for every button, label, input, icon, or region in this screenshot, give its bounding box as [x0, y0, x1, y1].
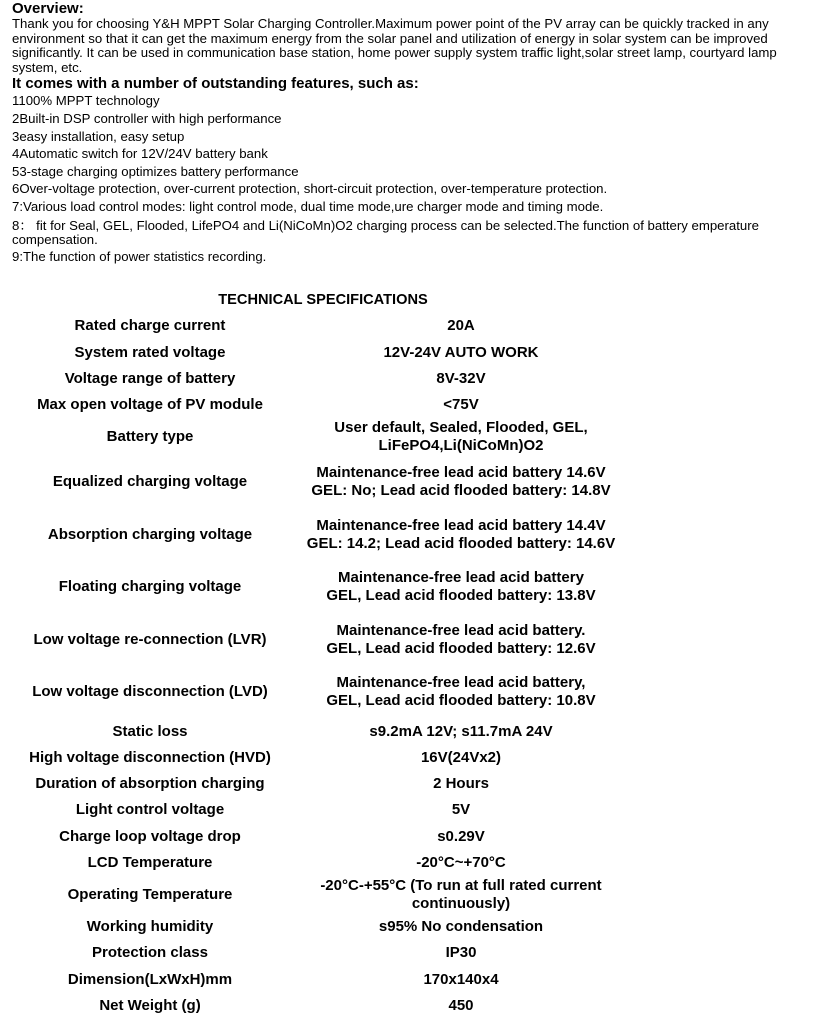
spec-row: [0, 674, 826, 711]
spec-label: Operating Temperature: [67, 885, 233, 903]
spec-value: [275, 828, 647, 847]
spec-row: [0, 997, 826, 1016]
feature-item-4: 4Automatic switch for 12V/24V battery bank: [12, 146, 268, 162]
overview-text: Thank you for choosing Y&H MPPT Solar Charging Controller.Maximum power point of the PV array can be quickly tracked in any environment so that it can get the maximum energy from the solar panel and utilization of energy in solar system can be improved significantly. It can be used in communication base station, home power supply system traffic light,solar street lamp, courtyard lamp system, etc.: [12, 16, 777, 75]
spec-value: [275, 674, 647, 711]
spec-value-line: 450: [448, 996, 474, 1014]
spec-label: Charge loop voltage drop: [59, 827, 241, 845]
spec-label: Working humidity: [86, 917, 214, 935]
intro-section: [12, 0, 812, 265]
spec-value-line: 20A: [447, 316, 475, 334]
spec-value: [275, 723, 647, 742]
spec-value-line: 8V-32V: [436, 369, 486, 387]
feature-item-5: 53-stage charging optimizes battery performance: [12, 163, 299, 179]
feature-item-1: 1100% MPPT technology: [12, 93, 160, 109]
spec-row: [0, 569, 826, 606]
overview-heading: Overview:: [12, 0, 84, 17]
spec-label: Low voltage re-connection (LVR): [33, 630, 267, 648]
spec-value: [275, 317, 647, 336]
spec-label: Absorption charging voltage: [47, 525, 253, 543]
spec-value-line: Maintenance-free lead acid battery: [338, 568, 584, 586]
spec-value-line: 5V: [451, 800, 471, 818]
spec-value: [275, 997, 647, 1016]
spec-value-line: Maintenance-free lead acid battery 14.4V: [316, 516, 606, 534]
spec-row: [0, 854, 826, 873]
spec-value: [275, 370, 647, 389]
feature-item-9: 9:The function of power statistics recording.: [12, 248, 267, 264]
spec-row: [0, 517, 826, 554]
spec-value-line: Maintenance-free lead acid battery.: [336, 621, 586, 639]
spec-value-line: -20°C-+55°C (To run at full rated current: [320, 876, 602, 894]
spec-value-line: <75V: [443, 395, 479, 413]
spec-row: [0, 723, 826, 742]
feature-item-2: 2Built-in DSP controller with high performance: [12, 110, 282, 126]
spec-row: [0, 317, 826, 336]
spec-value-line: GEL: No; Lead acid flooded battery: 14.8V: [311, 482, 611, 499]
spec-row: [0, 877, 826, 914]
spec-value-line: Maintenance-free lead acid battery 14.6V: [316, 463, 606, 481]
spec-value-line: s0.29V: [437, 827, 485, 845]
spec-label: Protection class: [92, 943, 208, 961]
spec-value-line: -20°C~+70°C: [416, 853, 506, 871]
spec-row: [0, 344, 826, 363]
spec-value-line: IP30: [445, 943, 477, 961]
spec-row: [0, 419, 826, 456]
spec-label: LCD Temperature: [87, 853, 213, 871]
spec-value-line: 2 Hours: [433, 774, 489, 792]
spec-row: [0, 622, 826, 659]
spec-value: [275, 344, 647, 363]
spec-row: [0, 944, 826, 963]
spec-label: Light control voltage: [75, 800, 225, 818]
spec-label: High voltage disconnection (HVD): [29, 748, 271, 766]
spec-value-line: 12V-24V AUTO WORK: [383, 343, 539, 361]
spec-value: [275, 775, 647, 794]
spec-value: [275, 419, 647, 456]
spec-label: Low voltage disconnection (LVD): [32, 682, 268, 700]
spec-row: [0, 464, 826, 501]
spec-value-line: GEL, Lead acid flooded battery: 10.8V: [326, 692, 596, 709]
spec-row: [0, 775, 826, 794]
spec-label: Max open voltage of PV module: [37, 395, 263, 413]
spec-value: [275, 749, 647, 768]
spec-value-line: Maintenance-free lead acid battery,: [336, 673, 586, 691]
spec-value-line: GEL, Lead acid flooded battery: 12.6V: [326, 640, 596, 657]
spec-value: [275, 801, 647, 820]
spec-value-line: s9.2mA 12V; s11.7mA 24V: [369, 722, 553, 740]
feature-item-6: 6Over-voltage protection, over-current protection, short-circuit protection, over-temperature protection.: [12, 181, 608, 197]
spec-label: System rated voltage: [74, 343, 226, 361]
spec-value: [275, 396, 647, 415]
spec-label: Dimension(LxWxH)mm: [67, 970, 233, 988]
spec-label: Equalized charging voltage: [52, 472, 248, 490]
spec-value: [275, 464, 647, 501]
spec-label: Battery type: [106, 427, 194, 445]
spec-value: [275, 517, 647, 554]
spec-label: Floating charging voltage: [58, 577, 242, 595]
spec-label: Duration of absorption charging: [35, 774, 265, 792]
spec-label: Rated charge current: [74, 316, 226, 334]
spec-label: Static loss: [112, 722, 188, 740]
spec-value-line: GEL, Lead acid flooded battery: 13.8V: [326, 587, 596, 604]
spec-value: [275, 569, 647, 606]
spec-value: [275, 877, 647, 914]
spec-value-line: User default, Sealed, Flooded, GEL,: [334, 418, 588, 436]
spec-value: [275, 622, 647, 659]
feature-item-3: 3easy installation, easy setup: [12, 128, 185, 144]
spec-value-line: 16V(24Vx2): [420, 748, 502, 766]
spec-label: Net Weight (g): [99, 996, 201, 1014]
spec-value: [275, 854, 647, 873]
spec-row: [0, 749, 826, 768]
spec-row: [0, 971, 826, 990]
spec-value-line: LiFePO4,Li(NiCoMn)O2: [378, 437, 544, 454]
feature-item-7: 7:Various load control modes: light control mode, dual time mode,ure charger mode and timing mode.: [12, 198, 604, 214]
spec-value-line: 170x140x4: [423, 970, 499, 988]
spec-row: [0, 828, 826, 847]
specs-title: TECHNICAL SPECIFICATIONS: [218, 292, 428, 308]
spec-value: [275, 918, 647, 937]
spec-row: [0, 396, 826, 415]
spec-row: [0, 370, 826, 389]
spec-value-line: s95% No condensation: [378, 917, 544, 935]
spec-label: Voltage range of battery: [64, 369, 236, 387]
spec-value: [275, 944, 647, 963]
spec-value: [275, 971, 647, 990]
spec-row: [0, 918, 826, 937]
spec-value-line: continuously): [411, 895, 511, 912]
feature-item-8: 8： fit for Seal, GEL, Flooded, LifePO4 and Li(NiCoMn)O2 charging process can be selected.The function of battery emperature compensation.: [12, 217, 759, 248]
features-heading: It comes with a number of outstanding features, such as:: [12, 75, 419, 93]
spec-row: [0, 801, 826, 820]
spec-value-line: GEL: 14.2; Lead acid flooded battery: 14.6V: [306, 535, 616, 552]
